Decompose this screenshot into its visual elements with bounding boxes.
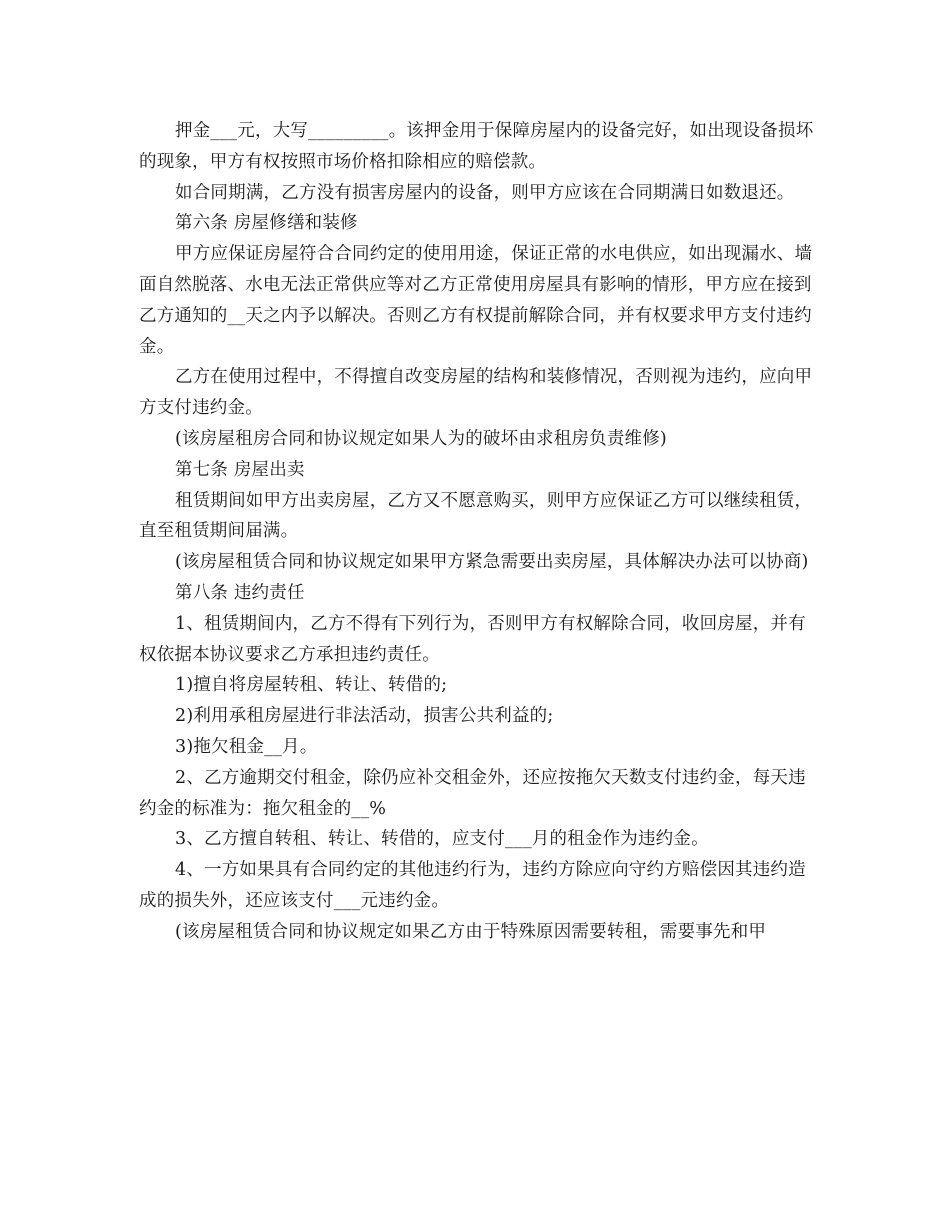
paragraph-deposit-refund: 如合同期满，乙方没有损害房屋内的设备，则甲方应该在合同期满日如数退还。 (175, 182, 795, 203)
clause-1-item-3: 3)拖欠租金__月。 (175, 736, 318, 757)
clause-1-item-2: 2)利用承租房屋进行非法活动，损害公共利益的; (175, 706, 554, 727)
note-sublet: (该房屋租赁合同和协议规定如果乙方由于特殊原因需要转租，需要事先和甲 (175, 921, 767, 942)
section-heading-8: 第八条 违约责任 (175, 582, 305, 603)
document-body (139, 116, 819, 948)
clause-3: 3、乙方擅自转租、转让、转借的，应支付___月的租金作为违约金。 (175, 829, 709, 850)
note-repair: (该房屋租房合同和协议规定如果人为的破坏由求租房负责维修) (175, 428, 667, 449)
paragraph-repair-duty: 甲方应保证房屋符合合同约定的使用用途，保证正常的水电供应，如出现漏水、墙面自然脱落、水电无法正常供应等对乙方正常使用房屋具有影响的情形，甲方应在接到乙方通知的__天之内予以解决。否则乙方有权提前解除合同，并有权要求甲方支付违约金。 (139, 244, 813, 357)
section-heading-7: 第七条 房屋出卖 (175, 459, 305, 480)
paragraph-sale: 租赁期间如甲方出卖房屋，乙方又不愿意购买，则甲方应保证乙方可以继续租赁，直至租赁期间届满。 (139, 490, 813, 542)
clause-1-item-1: 1)擅自将房屋转租、转让、转借的; (175, 675, 448, 696)
clause-2: 2、乙方逾期交付租金，除仍应补交租金外，还应按拖欠天数支付违约金，每天违约金的标准为：拖欠租金的__% (139, 767, 806, 819)
paragraph-no-alteration: 乙方在使用过程中，不得擅自改变房屋的结构和装修情况，否则视为违约，应向甲方支付违约金。 (139, 367, 813, 419)
paragraph-deposit: 押金___元，大写_________。该押金用于保障房屋内的设备完好，如出现设备损坏的现象，甲方有权按照市场价格扣除相应的赔偿款。 (139, 121, 814, 172)
clause-4: 4、一方如果具有合同约定的其他违约行为，违约方除应向守约方赔偿因其违约造成的损失外，还应该支付___元违约金。 (139, 860, 806, 911)
clause-1: 1、租赁期间内，乙方不得有下列行为，否则甲方有权解除合同，收回房屋，并有权依据本协议要求乙方承担违约责任。 (139, 613, 806, 665)
note-sale: (该房屋租赁合同和协议规定如果甲方紧急需要出卖房屋，具体解决办法可以协商) (175, 552, 809, 573)
section-heading-6: 第六条 房屋修缮和装修 (175, 213, 358, 234)
